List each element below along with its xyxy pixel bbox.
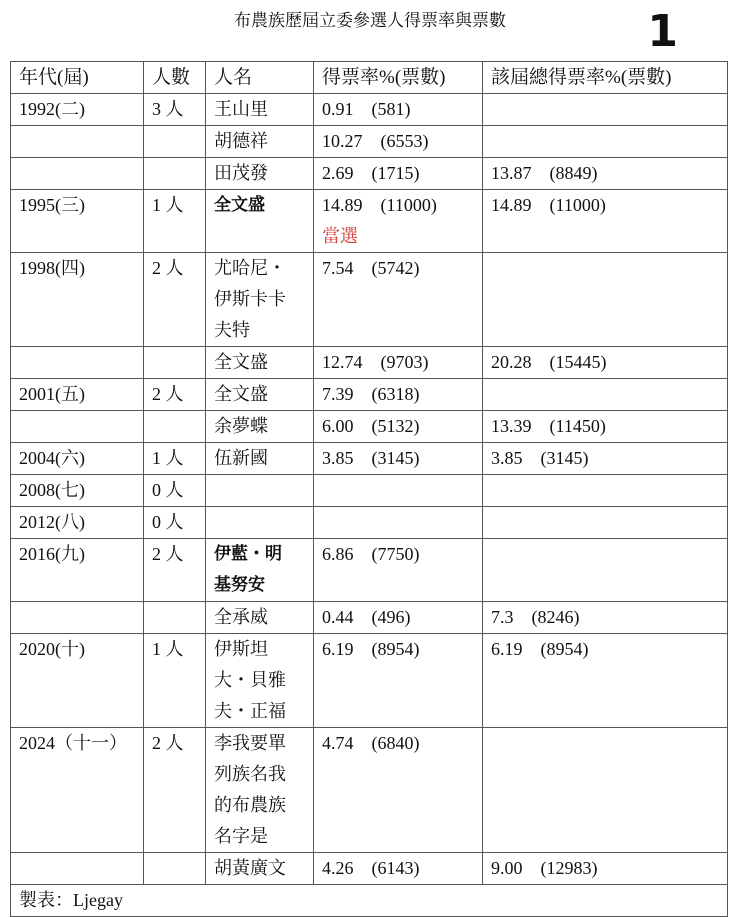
candidate-count-cell: 1 人 xyxy=(144,443,206,475)
table-row xyxy=(11,728,728,853)
candidate-name-cell: 全承威 xyxy=(206,602,314,634)
vote-rate-cell xyxy=(314,411,483,443)
total-votes: (15445) xyxy=(549,352,607,372)
table-row xyxy=(11,634,728,728)
vote-count: (6318) xyxy=(371,384,420,404)
vote-rate: 4.74 xyxy=(322,733,354,753)
vote-count: (581) xyxy=(371,99,411,119)
vote-rate-cell xyxy=(314,158,483,190)
vote-count: (6143) xyxy=(371,858,420,878)
vote-count: (3145) xyxy=(371,448,420,468)
vote-rate-cell xyxy=(314,507,483,539)
vote-count: (6840) xyxy=(371,733,420,753)
table-row xyxy=(11,443,728,475)
table-row xyxy=(11,347,728,379)
total-rate-cell xyxy=(483,853,728,885)
candidate-name-cell: 李我要單 列族名我 的布農族 名字是 xyxy=(206,728,314,853)
vote-rate: 14.89 xyxy=(322,195,363,215)
total-rate: 7.3 xyxy=(491,607,514,627)
vote-rate-cell xyxy=(314,253,483,347)
term-cell xyxy=(11,853,144,885)
term-cell xyxy=(11,411,144,443)
vote-rate: 2.69 xyxy=(322,163,354,183)
term-cell xyxy=(11,126,144,158)
vote-rate-cell xyxy=(314,190,483,253)
candidate-name-cell: 全文盛 xyxy=(206,190,314,253)
table-row xyxy=(11,853,728,885)
vote-rate: 4.26 xyxy=(322,858,354,878)
total-rate: 6.19 xyxy=(491,639,523,659)
total-rate-cell xyxy=(483,347,728,379)
total-rate-cell xyxy=(483,379,728,411)
candidate-count-cell xyxy=(144,126,206,158)
vote-count: (9703) xyxy=(380,352,429,372)
term-cell: 2012(八) xyxy=(11,507,144,539)
vote-rate: 6.00 xyxy=(322,416,354,436)
term-cell: 2004(六) xyxy=(11,443,144,475)
table-row xyxy=(11,379,728,411)
term-cell: 1995(三) xyxy=(11,190,144,253)
total-rate: 3.85 xyxy=(491,448,523,468)
term-cell xyxy=(11,347,144,379)
candidate-count-cell xyxy=(144,158,206,190)
table-row xyxy=(11,253,728,347)
table-row xyxy=(11,126,728,158)
total-rate-cell xyxy=(483,728,728,853)
vote-rate: 6.86 xyxy=(322,544,354,564)
term-cell xyxy=(11,158,144,190)
table-row xyxy=(11,190,728,253)
header-term: 年代(屆) xyxy=(11,62,144,94)
vote-count: (5132) xyxy=(371,416,420,436)
candidate-count-cell: 2 人 xyxy=(144,379,206,411)
vote-rate-cell xyxy=(314,602,483,634)
total-rate: 20.28 xyxy=(491,352,532,372)
term-cell: 2024（十一） xyxy=(11,728,144,853)
document-title: 布農族歷屆立委參選人得票率與票數 xyxy=(234,11,506,31)
vote-rate-cell xyxy=(314,853,483,885)
vote-rate: 3.85 xyxy=(322,448,354,468)
vote-rate-cell xyxy=(314,728,483,853)
table-row xyxy=(11,602,728,634)
total-votes: (11000) xyxy=(549,195,606,215)
header-rate: 得票率%(票數) xyxy=(314,62,483,94)
total-votes: (3145) xyxy=(540,448,589,468)
term-cell: 2001(五) xyxy=(11,379,144,411)
candidate-count-cell: 1 人 xyxy=(144,634,206,728)
vote-count: (8954) xyxy=(371,639,420,659)
candidate-name-cell: 胡黃廣文 xyxy=(206,853,314,885)
total-votes: (8246) xyxy=(531,607,580,627)
term-cell: 1992(二) xyxy=(11,94,144,126)
candidate-count-cell: 2 人 xyxy=(144,728,206,853)
total-rate-cell xyxy=(483,475,728,507)
candidate-name-cell xyxy=(206,507,314,539)
total-rate-cell xyxy=(483,634,728,728)
candidate-count-cell: 1 人 xyxy=(144,190,206,253)
term-cell: 2020(十) xyxy=(11,634,144,728)
total-rate-cell xyxy=(483,411,728,443)
table-row xyxy=(11,475,728,507)
candidate-count-cell: 2 人 xyxy=(144,539,206,602)
header-count: 人數 xyxy=(144,62,206,94)
candidate-name-cell: 田茂發 xyxy=(206,158,314,190)
total-rate: 9.00 xyxy=(491,858,523,878)
total-rate-cell xyxy=(483,253,728,347)
candidate-name-cell: 胡德祥 xyxy=(206,126,314,158)
total-rate-cell xyxy=(483,507,728,539)
vote-rate: 7.39 xyxy=(322,384,354,404)
vote-count: (496) xyxy=(371,607,411,627)
vote-count: (11000) xyxy=(380,195,437,215)
total-votes: (11450) xyxy=(549,416,606,436)
candidate-name-cell: 伍新國 xyxy=(206,443,314,475)
vote-count: (1715) xyxy=(371,163,420,183)
candidate-count-cell xyxy=(144,411,206,443)
election-results-table xyxy=(10,61,728,917)
vote-rate-cell xyxy=(314,539,483,602)
term-cell: 2016(九) xyxy=(11,539,144,602)
total-rate-cell xyxy=(483,158,728,190)
vote-rate-cell xyxy=(314,126,483,158)
vote-rate: 6.19 xyxy=(322,639,354,659)
candidate-name-cell: 余夢蝶 xyxy=(206,411,314,443)
term-cell xyxy=(11,602,144,634)
candidate-name-cell: 尤哈尼・ 伊斯卡卡 夫特 xyxy=(206,253,314,347)
vote-rate-cell xyxy=(314,379,483,411)
candidate-name-cell: 伊藍・明 基努安 xyxy=(206,539,314,602)
candidate-count-cell xyxy=(144,853,206,885)
table-row xyxy=(11,411,728,443)
term-cell: 1998(四) xyxy=(11,253,144,347)
candidate-name-cell: 伊斯坦 大・貝雅 夫・正福 xyxy=(206,634,314,728)
vote-count: (5742) xyxy=(371,258,420,278)
candidate-count-cell: 0 人 xyxy=(144,507,206,539)
header-name: 人名 xyxy=(206,62,314,94)
vote-rate: 0.91 xyxy=(322,99,354,119)
table-row xyxy=(11,507,728,539)
candidate-count-cell: 2 人 xyxy=(144,253,206,347)
total-rate-cell xyxy=(483,190,728,253)
table-credit: 製表：Ljegay xyxy=(11,885,728,917)
candidate-count-cell xyxy=(144,347,206,379)
candidate-name-cell: 全文盛 xyxy=(206,379,314,411)
page-number: 1 xyxy=(647,6,678,57)
term-cell: 2008(七) xyxy=(11,475,144,507)
total-rate-cell xyxy=(483,94,728,126)
header-total: 該屆總得票率%(票數) xyxy=(483,62,728,94)
vote-rate-cell xyxy=(314,634,483,728)
total-rate: 13.39 xyxy=(491,416,532,436)
candidate-count-cell: 3 人 xyxy=(144,94,206,126)
total-rate: 14.89 xyxy=(491,195,532,215)
vote-rate-cell xyxy=(314,347,483,379)
vote-rate: 0.44 xyxy=(322,607,354,627)
vote-rate-cell xyxy=(314,475,483,507)
candidate-name-cell: 全文盛 xyxy=(206,347,314,379)
header-row xyxy=(11,62,728,94)
table-row xyxy=(11,94,728,126)
total-votes: (8954) xyxy=(540,639,589,659)
total-rate-cell xyxy=(483,539,728,602)
total-votes: (12983) xyxy=(540,858,598,878)
vote-rate-cell xyxy=(314,94,483,126)
vote-count: (7750) xyxy=(371,544,420,564)
total-rate-cell xyxy=(483,443,728,475)
footer-row xyxy=(11,885,728,917)
candidate-name-cell: 王山里 xyxy=(206,94,314,126)
candidate-name-cell xyxy=(206,475,314,507)
vote-rate-cell xyxy=(314,443,483,475)
candidate-count-cell: 0 人 xyxy=(144,475,206,507)
vote-count: (6553) xyxy=(380,131,429,151)
table-row xyxy=(11,158,728,190)
total-rate: 13.87 xyxy=(491,163,532,183)
total-votes: (8849) xyxy=(549,163,598,183)
total-rate-cell xyxy=(483,126,728,158)
table-row xyxy=(11,539,728,602)
total-rate-cell xyxy=(483,602,728,634)
candidate-count-cell xyxy=(144,602,206,634)
vote-rate: 7.54 xyxy=(322,258,354,278)
vote-rate: 12.74 xyxy=(322,352,363,372)
elected-label: 當選 xyxy=(322,226,358,246)
vote-rate: 10.27 xyxy=(322,131,363,151)
